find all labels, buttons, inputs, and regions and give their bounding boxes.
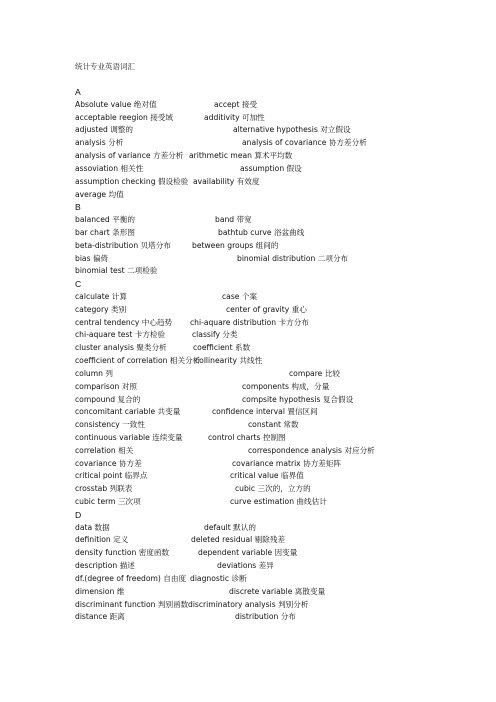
term-right: arithmetic mean 算术平均数 — [189, 151, 293, 161]
document-title: 统计专业英语词汇 — [75, 62, 135, 71]
term-right: compsite hypothesis 复合假设 — [242, 394, 354, 404]
term-left: description 描述 — [75, 561, 135, 571]
term-right: additivity 可加性 — [204, 112, 265, 122]
term-left: bias 偏倚 — [75, 253, 109, 263]
term-right: deleted residual 剔除残差 — [191, 535, 286, 545]
glossary-row — [75, 112, 485, 125]
term-left: acceptable reegion 接受域 — [75, 112, 174, 122]
glossary-row — [75, 381, 485, 394]
glossary-row — [75, 368, 485, 381]
term-right: chi-aquare distribution 卡方分布 — [190, 317, 309, 327]
glossary-row — [75, 573, 485, 586]
glossary-row — [75, 445, 485, 458]
term-right: assumption 假设 — [240, 163, 302, 173]
section-heading: C — [75, 279, 82, 290]
term-left: category 类别 — [75, 304, 127, 314]
glossary-row — [75, 547, 485, 560]
term-left: dimension 维 — [75, 586, 125, 596]
section-heading: D — [75, 509, 82, 520]
glossary-row — [75, 99, 485, 112]
glossary-row — [75, 496, 485, 509]
glossary-row — [75, 214, 485, 227]
term-right: correspondence analysis 对应分析 — [248, 445, 375, 455]
term-left: definition 定义 — [75, 535, 129, 545]
term-right: curve estimation 曲线估计 — [230, 497, 327, 506]
term-right: constant 常数 — [248, 420, 299, 430]
term-right: case 个案 — [222, 292, 258, 301]
term-left: discriminant function 判别函数 — [75, 599, 189, 609]
glossary-row — [75, 355, 485, 368]
term-left: cluster analysis 聚类分析 — [75, 343, 167, 353]
glossary-row — [75, 419, 485, 432]
term-right: covariance matrix 协方差矩阵 — [232, 458, 342, 468]
glossary-row — [75, 163, 485, 176]
term-left: compound 复合的 — [75, 394, 141, 404]
term-left: column 列 — [75, 368, 113, 378]
term-left: distance 距离 — [75, 612, 125, 622]
term-right: bathtub curve 浴盆曲线 — [218, 227, 305, 237]
term-left: coefficient of correlation 相关分析 — [75, 356, 201, 366]
term-left: concomitant cariable 共变量 — [75, 407, 181, 417]
term-right: classify 分类 — [192, 330, 238, 340]
term-left: central tendency 中心趋势 — [75, 317, 173, 327]
glossary-row — [75, 317, 485, 330]
glossary-row — [75, 240, 485, 253]
term-left: cubic term 三次项 — [75, 497, 141, 506]
term-right: default 默认的 — [204, 522, 256, 532]
section-heading: A — [75, 87, 81, 97]
glossary-row — [75, 150, 485, 163]
term-right: band 带宽 — [215, 215, 252, 225]
section-letter — [75, 201, 485, 214]
term-left: df.(degree of freedom) 自由度 — [75, 573, 187, 583]
glossary-row — [75, 291, 485, 304]
term-left: covariance 协方差 — [75, 458, 142, 468]
section-letter — [75, 278, 485, 291]
term-right: alternative hypothesis 对立假设 — [233, 125, 351, 135]
term-left: data 数据 — [75, 522, 110, 532]
term-right: confidence interval 置信区间 — [212, 407, 318, 417]
glossary-row — [75, 227, 485, 240]
term-right: coefficient 系数 — [193, 343, 251, 353]
term-right: distribution 分布 — [235, 612, 296, 622]
term-right: center of gravity 重心 — [226, 304, 307, 314]
term-left: beta-distribution 贝塔分布 — [75, 240, 171, 250]
glossary-row — [75, 137, 485, 150]
term-left: chi-aquare test 卡方检验 — [75, 330, 166, 340]
term-right: critical value 临界值 — [230, 471, 304, 481]
term-left: calculate 计算 — [75, 292, 127, 301]
term-left: assoviation 相关性 — [75, 163, 144, 173]
term-right: collinearity 共线性 — [195, 356, 263, 366]
term-left: balanced 平衡的 — [75, 215, 135, 225]
term-right: diagnostic 诊断 — [190, 573, 247, 583]
term-right: cubic 三次的，立方的 — [235, 484, 311, 494]
glossary-row — [75, 458, 485, 471]
term-right: dependent variable 因变量 — [198, 548, 298, 558]
term-left: average 均值 — [75, 189, 124, 199]
glossary-row — [75, 189, 485, 202]
term-left: adjusted 调整的 — [75, 125, 134, 135]
term-right: accept 接受 — [214, 99, 258, 109]
term-left: consistency 一致性 — [75, 420, 145, 430]
term-right: discriminatory analysis 判别分析 — [188, 599, 309, 609]
glossary-row — [75, 599, 485, 612]
glossary-row — [75, 124, 485, 137]
glossary-row — [75, 342, 485, 355]
section-letter — [75, 86, 485, 99]
term-left: bar chart 条形图 — [75, 227, 135, 237]
term-left: density function 密度函数 — [75, 548, 170, 558]
glossary-row — [75, 253, 485, 266]
glossary-row — [75, 560, 485, 573]
section-letter — [75, 509, 485, 522]
glossary-row — [75, 406, 485, 419]
term-left: correlation 相关 — [75, 445, 134, 455]
glossary-list — [75, 86, 485, 624]
glossary-row — [75, 534, 485, 547]
term-right: analysis of covariance 协方差分析 — [242, 138, 367, 148]
glossary-row — [75, 611, 485, 624]
term-left: Absolute value 绝对值 — [75, 99, 157, 109]
section-heading: B — [75, 202, 81, 213]
term-right: compare 比较 — [289, 368, 340, 378]
term-right: control charts 控制图 — [208, 432, 286, 442]
term-right: components 构成，分量 — [242, 381, 330, 391]
glossary-row — [75, 470, 485, 483]
glossary-row — [75, 522, 485, 535]
glossary-row — [75, 483, 485, 496]
term-left: assumption checking 假设检验 — [75, 176, 189, 186]
term-left: analysis of variance 方差分析 — [75, 151, 184, 161]
term-right: between groups 组间的 — [192, 240, 279, 250]
glossary-row — [75, 586, 485, 599]
term-right: discrete variable 离散变量 — [229, 586, 326, 596]
glossary-row — [75, 176, 485, 189]
glossary-row — [75, 432, 485, 445]
glossary-row — [75, 329, 485, 342]
term-left: critical point 临界点 — [75, 471, 148, 481]
term-left: comparison 对照 — [75, 381, 137, 391]
glossary-row — [75, 265, 485, 278]
term-left: analysis 分析 — [75, 138, 124, 148]
term-right: availability 有效度 — [193, 176, 260, 186]
term-left: binomial test 二项检验 — [75, 266, 158, 276]
term-left: crosstab 列联表 — [75, 484, 133, 494]
glossary-row — [75, 394, 485, 407]
term-right: binomial distribution 二项分布 — [237, 253, 349, 263]
glossary-row — [75, 304, 485, 317]
term-left: continuous variable 连续变量 — [75, 432, 183, 442]
term-right: deviations 差异 — [217, 561, 274, 571]
